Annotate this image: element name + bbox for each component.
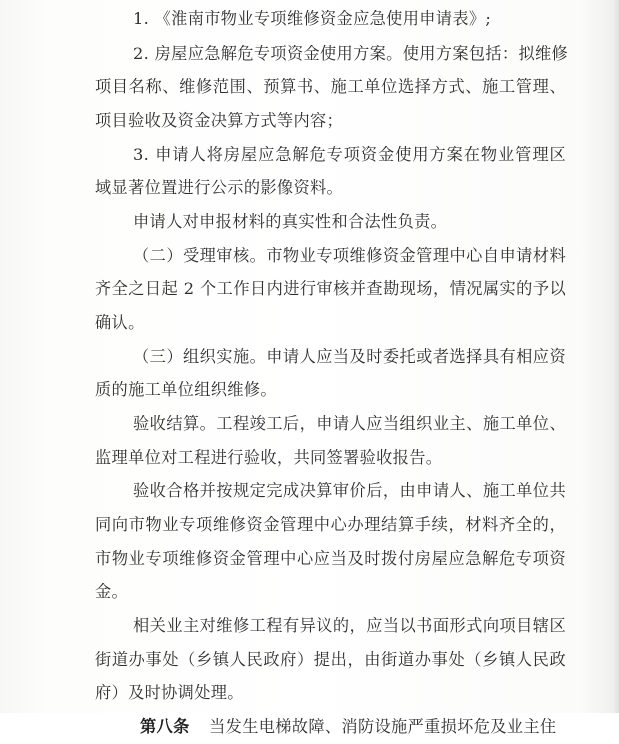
document-line: 府）及时协调处理。 — [95, 683, 244, 702]
document-line: 齐全之日起 2 个工作日内进行审核并查勘现场，情况属实的予以 — [95, 279, 566, 298]
document-line: 申请人对申报材料的真实性和合法性负责。 — [133, 212, 448, 231]
document-line: 确认。 — [95, 313, 145, 332]
article-line — [140, 710, 570, 744]
document-line: 1. 《淮南市物业专项维修资金应急使用申请表》; — [133, 9, 492, 28]
page-edge-shadow — [613, 0, 619, 713]
document-line: 金。 — [95, 582, 129, 601]
document-line: 验收合格并按规定完成决算审价后，由申请人、施工单位共 — [133, 481, 566, 500]
document-line: （三）组织实施。申请人应当及时委托或者选择具有相应资 — [133, 347, 566, 366]
document-line: （二）受理审核。市物业专项维修资金管理中心自申请材料 — [133, 246, 566, 265]
document-line: 2. 房屋应急解危专项资金使用方案。使用方案包括：拟维修 — [133, 44, 569, 63]
document-line: 3. 申请人将房屋应急解危专项资金使用方案在物业管理区 — [133, 145, 566, 164]
document-line: 同向市物业专项维修资金管理中心办理结算手续，材料齐全的， — [95, 515, 566, 534]
document-line: 项目名称、维修范围、预算书、施工单位选择方式、施工管理、 — [95, 77, 566, 96]
document-line: 验收结算。工程竣工后，申请人应当组织业主、施工单位、 — [133, 414, 566, 433]
document-line: 域显著位置进行公示的影像资料。 — [95, 178, 344, 197]
document-line: 监理单位对工程进行验收，共同签署验收报告。 — [95, 448, 443, 467]
document-line: 项目验收及资金决算方式等内容； — [95, 111, 344, 130]
article-number: 第八条 — [140, 717, 190, 736]
document-line: 质的施工单位组织维修。 — [95, 380, 277, 399]
document-line: 市物业专项维修资金管理中心应当及时拨付房屋应急解危专项资 — [95, 549, 566, 568]
article-text: 当发生电梯故障、消防设施严重损坏危及业主住 — [209, 717, 557, 736]
document-line: 相关业主对维修工程有异议的，应当以书面形式向项目辖区 — [133, 616, 566, 635]
document-line: 街道办事处（乡镇人民政府）提出，由街道办事处（乡镇人民政 — [95, 650, 566, 669]
